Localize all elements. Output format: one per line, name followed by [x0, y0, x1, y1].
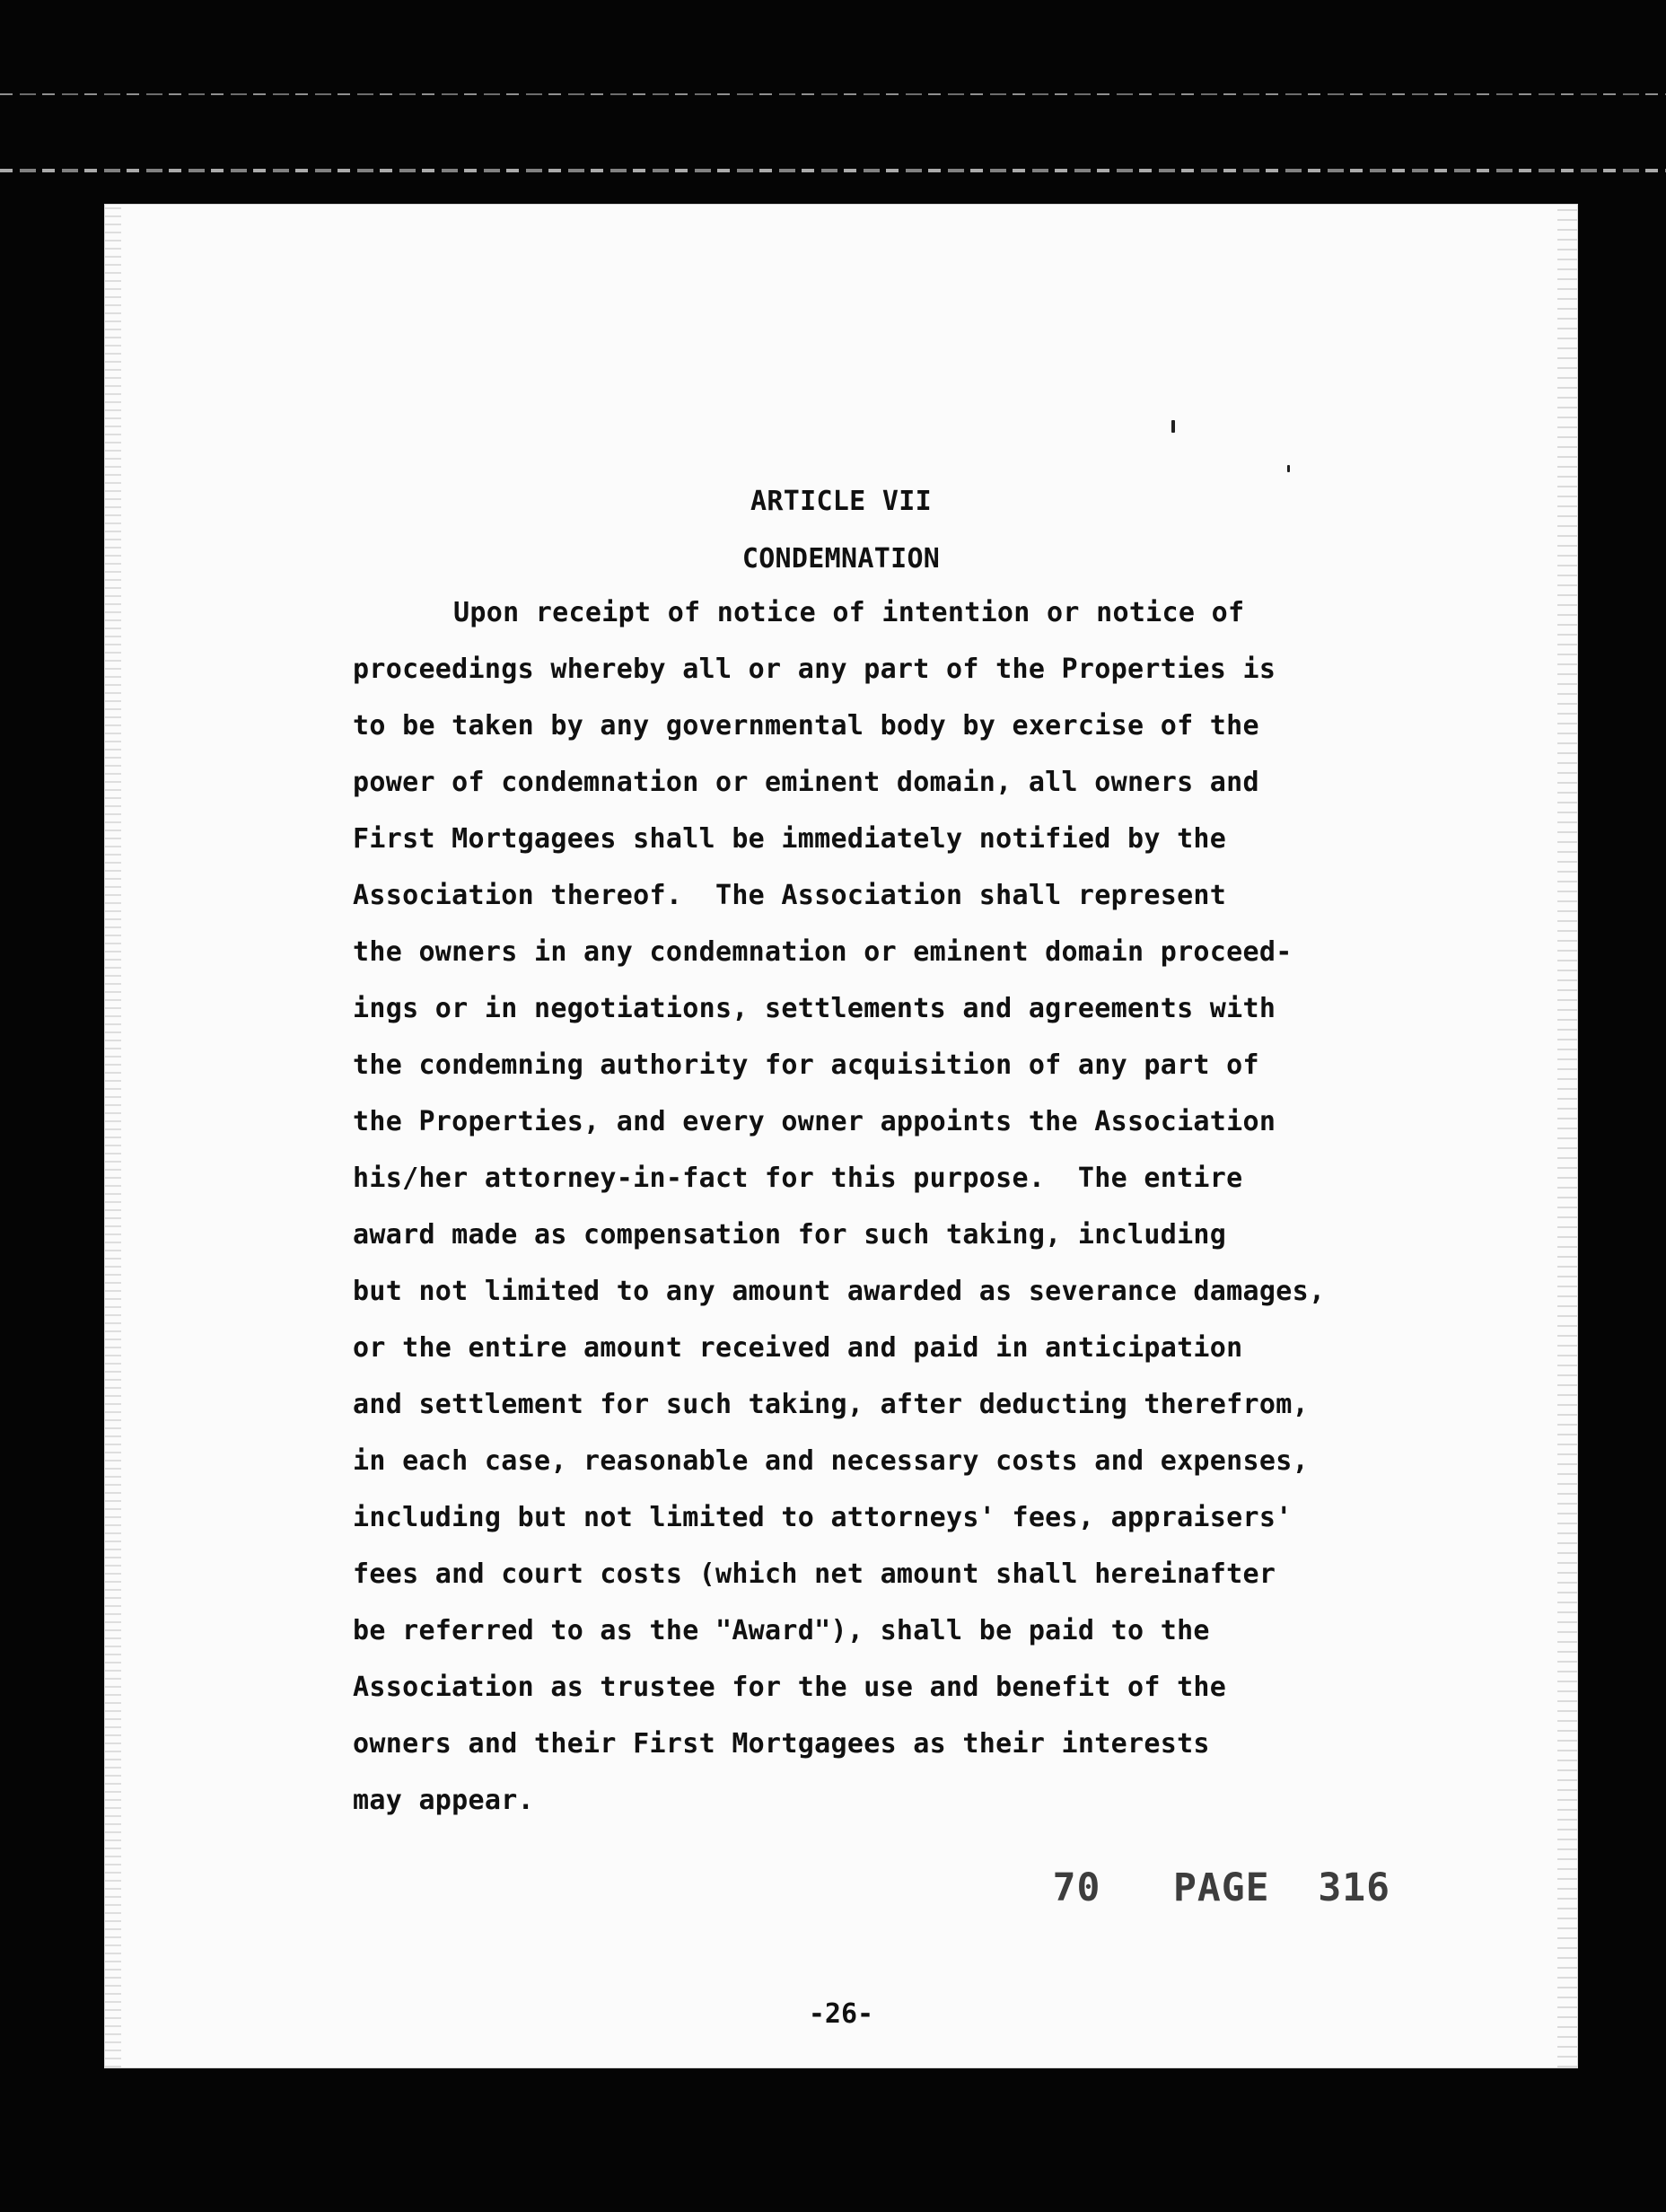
- document-text-line: Upon receipt of notice of intention or notice of: [453, 597, 1245, 628]
- scan-top-rule: [0, 93, 1666, 95]
- section-heading: CONDEMNATION: [741, 543, 941, 575]
- document-text-line: including but not limited to attorneys' fees, appraisers': [353, 1502, 1293, 1533]
- document-text-line: power of condemnation or eminent domain, all owners and: [353, 767, 1259, 798]
- document-text-line: ings or in negotiations, settlements and agreements with: [353, 993, 1276, 1024]
- document-text-line: in each case, reasonable and necessary costs and expenses,: [353, 1445, 1309, 1477]
- document-text-line: and settlement for such taking, after deducting therefrom,: [353, 1389, 1309, 1420]
- scan-top-rule: [0, 169, 1666, 172]
- document-text-line: owners and their First Mortgagees as their interests: [353, 1728, 1210, 1760]
- scan-speck: [1171, 420, 1175, 433]
- document-text-line: fees and court costs (which net amount shall hereinafter: [353, 1558, 1276, 1590]
- document-text-line: First Mortgagees shall be immediately notified by the: [353, 823, 1227, 855]
- page-number: -26-: [808, 1998, 874, 2030]
- document-text-line: may appear.: [353, 1785, 534, 1816]
- document-text-line: the condemning authority for acquisition of any part of: [353, 1049, 1259, 1081]
- document-text-line: Association as trustee for the use and benefit of the: [353, 1672, 1227, 1703]
- document-text-line: to be taken by any governmental body by exercise of the: [353, 710, 1259, 742]
- document-text-line: or the entire amount received and paid in anticipation: [353, 1332, 1243, 1364]
- document-text-line: his/her attorney-in-fact for this purpose. The entire: [353, 1163, 1243, 1194]
- document-text-line: but not limited to any amount awarded as severance damages,: [353, 1276, 1326, 1307]
- book-page-stamp: 70 PAGE 316: [1052, 1865, 1390, 1910]
- document-text-line: Association thereof. The Association shall represent: [353, 880, 1227, 911]
- document-text-line: the Properties, and every owner appoints the Association: [353, 1106, 1276, 1137]
- document-text-line: the owners in any condemnation or eminent domain proceed-: [353, 936, 1293, 968]
- document-text-line: be referred to as the "Award"), shall be paid to the: [353, 1615, 1210, 1646]
- document-page: [105, 205, 1577, 2067]
- scan-speck: [1287, 465, 1290, 472]
- document-text-line: proceedings whereby all or any part of the Properties is: [353, 654, 1276, 685]
- article-heading: ARTICLE VII: [750, 486, 932, 517]
- document-text-line: award made as compensation for such taking, including: [353, 1219, 1227, 1251]
